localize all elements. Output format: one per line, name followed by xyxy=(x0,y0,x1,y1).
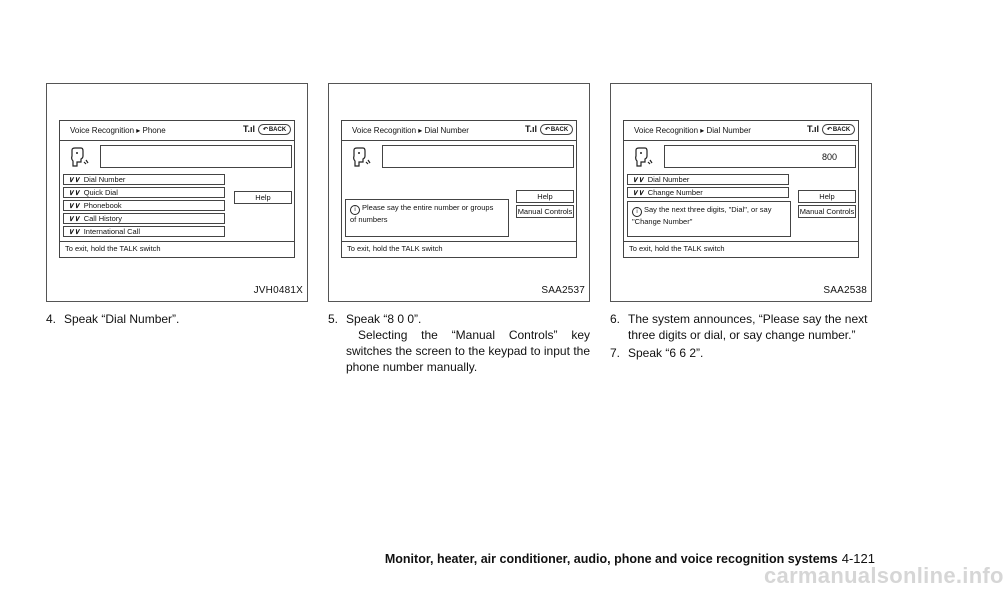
prompt-message xyxy=(345,199,509,237)
command-list xyxy=(627,174,789,200)
help-button[interactable]: Help xyxy=(516,190,574,203)
step-text-line-2: three digits or dial, or say change number.” xyxy=(628,328,856,342)
screen-titlebar xyxy=(624,121,858,141)
command-label: Change Number xyxy=(647,188,703,197)
step-text: Speak “8 0 0”. xyxy=(346,312,422,326)
back-label: BACK xyxy=(550,126,569,133)
step-number: 6. xyxy=(610,312,621,326)
section-title: Monitor, heater, air conditioner, audio, phone and voice recognition systems xyxy=(384,552,838,566)
voice-command-icon: ∨∨ xyxy=(68,175,80,184)
command-label: Dial Number xyxy=(647,175,690,184)
help-button[interactable]: Help xyxy=(234,191,292,204)
step-7 xyxy=(610,345,872,361)
voice-command-icon: ∨∨ xyxy=(632,175,644,184)
info-icon: i xyxy=(632,207,642,217)
voice-recognition-icon xyxy=(350,147,372,169)
back-button[interactable] xyxy=(822,124,855,135)
back-button[interactable] xyxy=(258,124,291,135)
figure-dial-number-800 xyxy=(610,83,872,302)
prompt-line-1: Please say the entire number or groups xyxy=(362,203,494,212)
step-number: 7. xyxy=(610,346,621,360)
prompt-line-1: Say the next three digits, "Dial", or say xyxy=(644,205,772,214)
screen-title: Voice Recognition ▸ Phone xyxy=(70,126,166,135)
command-phonebook[interactable] xyxy=(63,200,225,211)
signal-strength-icon: T.ıl xyxy=(806,124,819,134)
command-call-history[interactable] xyxy=(63,213,225,224)
prompt-line-2: of numbers xyxy=(350,215,388,224)
command-label: Call History xyxy=(83,214,123,223)
step-text: Speak “Dial Number”. xyxy=(64,312,180,326)
command-international-call[interactable] xyxy=(63,226,225,237)
exit-hint: To exit, hold the TALK switch xyxy=(60,241,294,257)
screen-titlebar xyxy=(342,121,576,141)
signal-strength-icon: T.ıl xyxy=(242,124,255,134)
number-input-display xyxy=(664,145,856,168)
command-label: Quick Dial xyxy=(83,188,118,197)
number-input-display xyxy=(100,145,292,168)
step-5 xyxy=(328,311,590,375)
voice-command-icon: ∨∨ xyxy=(68,214,80,223)
prompt-message xyxy=(627,201,791,237)
back-label: BACK xyxy=(832,126,851,133)
back-arrow-icon: ↶ xyxy=(262,127,268,133)
screen-title: Voice Recognition ▸ Dial Number xyxy=(352,126,469,135)
figure-dial-number xyxy=(328,83,590,302)
input-value: 800 xyxy=(821,152,837,162)
figure-code: JVH0481X xyxy=(253,285,303,296)
back-button[interactable] xyxy=(540,124,573,135)
command-dial-number[interactable] xyxy=(63,174,225,185)
exit-hint: To exit, hold the TALK switch xyxy=(342,241,576,257)
signal-strength-icon: T.ıl xyxy=(524,124,537,134)
screen-titlebar xyxy=(60,121,294,141)
phone-screen xyxy=(623,120,859,258)
voice-command-icon: ∨∨ xyxy=(68,201,80,210)
watermark: carmanualsonline.info xyxy=(764,563,1004,588)
page-number: 4-121 xyxy=(841,551,875,566)
command-change-number[interactable] xyxy=(627,187,789,198)
manual-controls-button[interactable]: Manual Controls xyxy=(799,207,855,216)
help-button[interactable]: Help xyxy=(798,190,856,203)
exit-hint: To exit, hold the TALK switch xyxy=(624,241,858,257)
figure-phone-menu xyxy=(46,83,308,302)
command-label: Phonebook xyxy=(83,201,122,210)
voice-recognition-icon xyxy=(632,147,654,169)
screen-title: Voice Recognition ▸ Dial Number xyxy=(634,126,751,135)
step-number: 4. xyxy=(46,312,57,326)
info-icon: i xyxy=(350,205,360,215)
back-label: BACK xyxy=(268,126,287,133)
command-label: International Call xyxy=(83,227,141,236)
voice-command-icon: ∨∨ xyxy=(632,188,644,197)
figure-code: SAA2538 xyxy=(823,285,867,296)
figure-code: SAA2537 xyxy=(541,285,585,296)
step-text: Speak “6 6 2”. xyxy=(628,346,704,360)
prompt-line-2: "Change Number" xyxy=(632,217,693,226)
step-number: 5. xyxy=(328,312,339,326)
voice-command-icon: ∨∨ xyxy=(68,188,80,197)
number-input-display xyxy=(382,145,574,168)
back-arrow-icon: ↶ xyxy=(826,127,832,133)
voice-command-icon: ∨∨ xyxy=(68,227,80,236)
phone-screen xyxy=(59,120,295,258)
command-dial-number[interactable] xyxy=(627,174,789,185)
step-4 xyxy=(46,311,308,327)
voice-recognition-icon xyxy=(68,147,90,169)
step-text-line-1: The system announces, “Please say the next xyxy=(628,312,868,326)
command-list xyxy=(63,174,225,239)
manual-controls-button[interactable]: Manual Controls xyxy=(517,207,573,216)
command-label: Dial Number xyxy=(83,175,126,184)
command-quick-dial[interactable] xyxy=(63,187,225,198)
phone-screen xyxy=(341,120,577,258)
step-6 xyxy=(610,311,880,343)
back-arrow-icon: ↶ xyxy=(544,127,550,133)
step-body: Selecting the “Manual Controls” key switches the screen to the keypad to input the phone number manually. xyxy=(346,328,590,374)
